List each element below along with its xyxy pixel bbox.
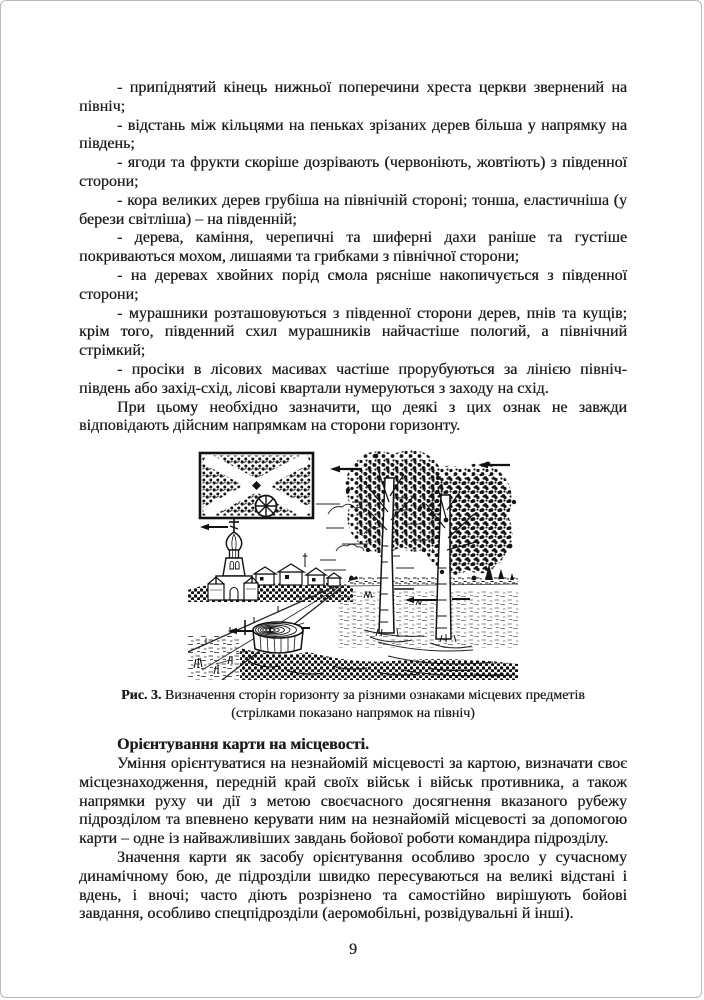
bullet-item-1: - припіднятий кінець нижньої поперечини хреста церкви звернений на північ;	[79, 79, 627, 115]
figure-3-caption	[79, 687, 627, 722]
foreground-left-drawing	[188, 636, 240, 680]
bullet-item-6: - на деревах хвойних порід смола рясніше накопичується з південної сторони;	[79, 266, 627, 303]
bullet-item-7: - мурашники розташовуються з південної сторони дерев, пнів та кущів; крім того, південний схил мурашників найчастіше пологий, а північний стрімкий;	[79, 304, 627, 360]
bullet-item-3: - ягоди та фрукти скоріше дозрівають (червоніють, жовтіють) з південної сторони;	[79, 154, 627, 190]
bullet-item-2: - відстань між кільцями на пеньках зрізаних дерев більша у напрямку на південь;	[79, 116, 627, 153]
bullet-item-4: - кора великих дерев грубіша на північній стороні; тонша, еластичніша (у берези світліша) – на південній;	[79, 191, 627, 228]
church-drawing	[208, 518, 258, 600]
page-number: 9	[349, 941, 357, 959]
figure-3	[79, 450, 627, 722]
bullet-item-8: - просіки в лісових масивах частіше прорубуються за лінією північ-південь або захід-схід, лісові квартали нумеруються з заходу на схід.	[79, 360, 627, 397]
north-arrow-church-icon	[200, 524, 228, 530]
village-houses-drawing	[254, 553, 341, 586]
section-heading: Орієнтування карти на місцевості.	[117, 736, 369, 754]
closing-note: При цьому необхідно зазначити, що деякі з цих ознак не завжди відповідають дійсним напрямкам на сторони горизонту.	[79, 398, 627, 435]
figure-3-caption-text: Визначення сторін горизонту за різними ознаками місцевих предметів (стрілками показано напрямок на північ)	[164, 688, 585, 721]
forest-clearings-inset-drawing	[200, 453, 313, 518]
bullet-item-5: - дерева, каміння, черепичні та шиферні дахи раніше та густіше покриваються мохом, лишаями та грибками з північної сторони;	[79, 229, 627, 266]
page-content	[1, 1, 701, 959]
section-paragraph-1: Уміння орієнтуватися на незнайомій місцевості за картою, визначати своє місцезнаходження, передній край своїх військ і військ противника, а також напрямки руху чи дії з метою своєчасного досягнення вказаного рубежу підрозділом та впевнено керувати ним на незнайомій місцевості за допомогою карти – одне із найважливіших завдань бойової роботи командира підрозділу.	[79, 754, 627, 848]
figure-3-label: Рис. 3.	[121, 688, 162, 704]
section-paragraph-2: Значення карти як засобу орієнтування особливо зросло у сучасному динамічному бою, де підрозділи швидко пересуваються на великі відстані і вдень, і вночі; часто діють розрізнено та самостійно вирішують бойові завдання, особливо спецпідрозділи (аеромобільні, розвідувальні й інші).	[79, 848, 627, 923]
tree-stump-drawing	[228, 620, 310, 653]
figure-3-illustration	[188, 450, 518, 680]
